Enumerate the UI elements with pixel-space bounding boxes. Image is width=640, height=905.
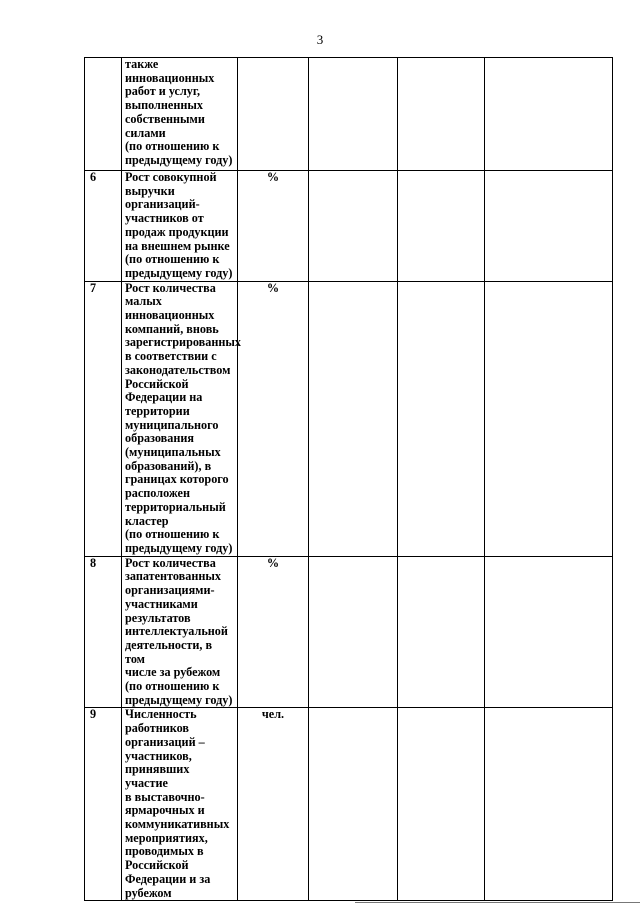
value-cell	[309, 708, 398, 901]
value-cell	[309, 58, 398, 171]
unit-cell: %	[238, 556, 309, 708]
value-cell	[485, 58, 613, 171]
indicator-name-text: также инновационных работ и услуг, выполненных собственными силами (по отношению к предыдущему году)	[125, 57, 233, 167]
indicator-name-text: Рост количества запатентованных организациями- участниками результатов интеллектуальной деятельности, в том числе за рубежом (по отношению к предыдущему году)	[125, 555, 233, 707]
table-row	[85, 556, 613, 708]
value-cell	[398, 58, 485, 171]
row-number: 9	[85, 708, 122, 901]
value-cell	[398, 708, 485, 901]
scan-edge-line	[355, 902, 640, 903]
indicator-name	[122, 556, 238, 708]
value-cell	[309, 556, 398, 708]
value-cell	[485, 281, 613, 556]
row-number	[85, 58, 122, 171]
table-row	[85, 58, 613, 171]
row-number: 6	[85, 171, 122, 282]
value-cell	[309, 171, 398, 282]
indicator-name	[122, 58, 238, 171]
value-cell	[398, 171, 485, 282]
value-cell	[398, 281, 485, 556]
indicator-name	[122, 171, 238, 282]
value-cell	[485, 556, 613, 708]
row-number: 7	[85, 281, 122, 556]
unit-cell	[238, 58, 309, 171]
indicator-name	[122, 708, 238, 901]
indicators-table	[84, 57, 613, 901]
value-cell	[398, 556, 485, 708]
unit-cell: чел.	[238, 708, 309, 901]
table-row	[85, 171, 613, 282]
table-row	[85, 281, 613, 556]
indicator-name-text: Рост совокупной выручки организаций- участников от продаж продукции на внешнем рынке (по отношению к предыдущему году)	[125, 170, 233, 280]
table-row	[85, 708, 613, 901]
indicator-name	[122, 280, 241, 556]
unit-cell: %	[238, 281, 309, 556]
value-cell	[309, 281, 398, 556]
page-number: 3	[316, 32, 324, 47]
value-cell	[485, 708, 613, 901]
value-cell	[485, 171, 613, 282]
indicator-name-text: Численность работников организаций – участников, принявших участие в выставочно- ярмарочных и коммуникативных мероприятиях, проводимых в Российской Федерации и за рубежом	[125, 707, 230, 900]
unit-cell: %	[238, 171, 309, 282]
indicator-name-text: Рост количества малых инновационных компаний, вновь зарегистрированных в соответствии с законодательством Российской Федерации на территории муниципального образования (муниципальных образований), в границах которого расположен территориальный кластер (по отношению к предыдущему году)	[125, 280, 241, 555]
row-number: 8	[85, 556, 122, 708]
